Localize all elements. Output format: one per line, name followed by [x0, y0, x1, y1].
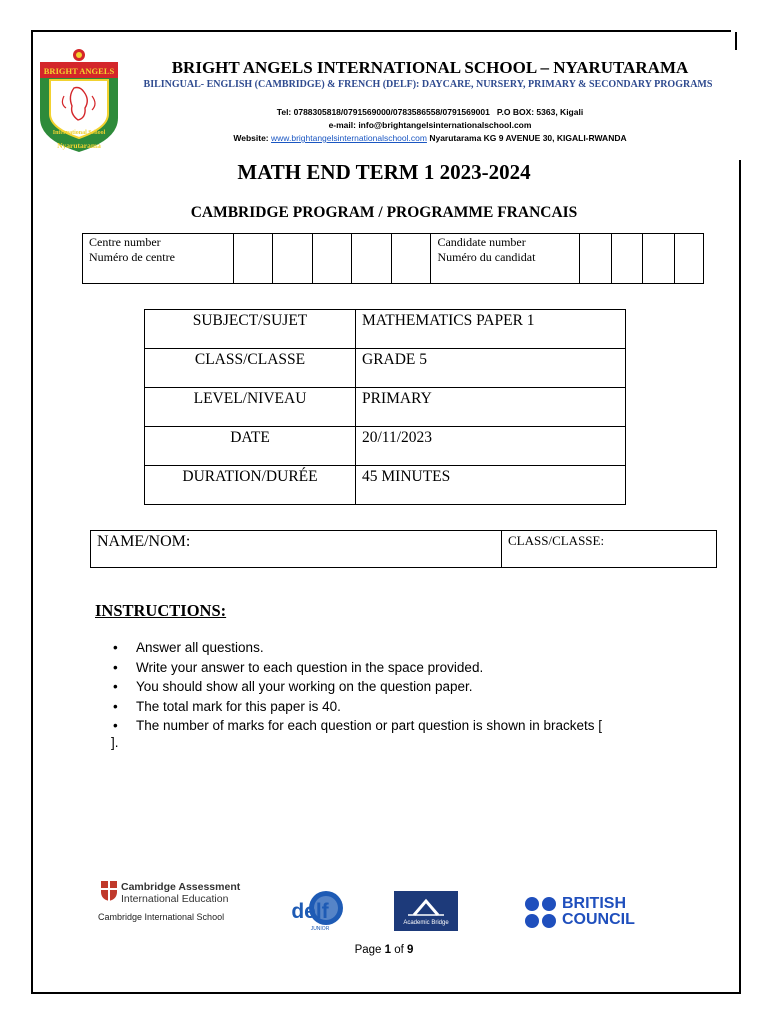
instruction-item — [111, 697, 671, 717]
centre-number-box[interactable] — [312, 234, 352, 284]
page-prefix: Page — [354, 944, 382, 956]
address-line: Nyarutarama KG 9 AVENUE 30, KIGALI-RWANDA — [429, 133, 627, 143]
school-subtitle: BILINGUAL- ENGLISH (CAMBRIDGE) & FRENCH (DELF): DAYCARE, NURSERY, PRIMARY & SECONDARY PROGRAMS — [143, 79, 713, 90]
candidate-number-box[interactable] — [580, 234, 611, 284]
website-label: Website: — [233, 133, 269, 143]
class-field[interactable] — [502, 531, 717, 568]
details-row — [145, 349, 626, 388]
bullet-icon: • — [113, 659, 118, 675]
details-row — [145, 310, 626, 349]
page-total: 9 — [407, 944, 414, 956]
name-field[interactable] — [91, 531, 502, 568]
instruction-item — [111, 716, 671, 736]
logo-bottom-text-2: Nyarutarama — [57, 141, 101, 150]
centre-number-box[interactable] — [233, 234, 273, 284]
logo-bottom-text-1: International School — [52, 130, 106, 136]
bullet-icon: • — [113, 679, 118, 694]
details-key: DATE — [145, 427, 356, 466]
instruction-text: You should show all your working on the question paper. — [136, 679, 473, 694]
page-border-notch — [735, 32, 737, 50]
email-line: e-mail: info@brightangelsinternationalschool.com — [328, 120, 532, 130]
page-of: of — [394, 944, 404, 956]
contact-block — [150, 106, 710, 145]
centre-number-label — [83, 234, 234, 284]
program-title: CAMBRIDGE PROGRAM / PROGRAMME FRANCAIS — [190, 204, 578, 221]
details-value: PRIMARY — [356, 388, 626, 427]
candidate-number-box[interactable] — [643, 234, 674, 284]
details-value: 45 MINUTES — [356, 466, 626, 505]
centre-label-fr: Numéro de centre — [89, 250, 175, 264]
cambridge-logo — [98, 880, 248, 926]
bc-line2: COUNCIL — [562, 911, 635, 928]
candidate-label-fr: Numéro du candidat — [437, 250, 536, 264]
details-row — [145, 427, 626, 466]
po-box: P.O BOX: 5363, Kigali — [496, 107, 584, 117]
instruction-item — [111, 677, 671, 697]
details-row — [145, 388, 626, 427]
logo-top-text: BRIGHT ANGELS — [43, 66, 115, 76]
candidate-number-box[interactable] — [611, 234, 642, 284]
cambridge-shield-icon — [100, 880, 118, 902]
details-value: MATHEMATICS PAPER 1 — [356, 310, 626, 349]
centre-number-box[interactable] — [391, 234, 431, 284]
cambridge-line3: Cambridge International School — [98, 912, 225, 922]
details-row — [145, 466, 626, 505]
delf-text: delf — [291, 900, 329, 923]
tel-line: Tel: 0788305818/0791569000/0783586558/0791569001 — [276, 107, 490, 117]
candidate-number-label — [431, 234, 580, 284]
instruction-continuation: ]. — [111, 735, 119, 750]
name-label: NAME/NOM: — [97, 533, 191, 550]
candidate-label-en: Candidate number — [437, 235, 526, 249]
cambridge-line1: Cambridge Assessment — [121, 881, 241, 893]
school-name: BRIGHT ANGELS INTERNATIONAL SCHOOL – NYARUTARAMA — [171, 58, 689, 77]
instruction-item — [111, 638, 671, 658]
centre-candidate-table — [82, 233, 704, 284]
bullet-icon: • — [113, 640, 118, 655]
centre-label-en: Centre number — [89, 235, 161, 249]
delf-sub: JUNIOR — [310, 926, 330, 932]
british-council-logo — [524, 896, 644, 932]
exam-details-table — [144, 309, 626, 505]
details-key: SUBJECT/SUJET — [145, 310, 356, 349]
ab-text: Academic Bridge — [403, 920, 449, 926]
centre-number-box[interactable] — [352, 234, 392, 284]
exam-title: MATH END TERM 1 2023-2024 — [237, 160, 531, 184]
instruction-text: The number of marks for each question or part question is shown in brackets [ — [136, 718, 602, 733]
candidate-number-box[interactable] — [674, 234, 703, 284]
instruction-text: Write your answer to each question in the space provided. — [136, 659, 484, 675]
name-class-table — [90, 530, 717, 568]
bullet-icon: • — [113, 698, 118, 714]
instruction-text: The total mark for this paper is 40. — [136, 698, 341, 714]
details-key: LEVEL/NIVEAU — [145, 388, 356, 427]
instruction-item — [111, 658, 671, 678]
bc-line1: BRITISH — [562, 895, 626, 912]
class-label: CLASS/CLASSE: — [508, 533, 605, 548]
details-key: CLASS/CLASSE — [145, 349, 356, 388]
page-current: 1 — [384, 944, 392, 956]
academic-bridge-logo — [394, 891, 458, 931]
british-council-dots-icon — [524, 896, 560, 930]
instructions-list — [111, 638, 671, 736]
bullet-icon: • — [113, 718, 118, 733]
british-council-text — [562, 896, 635, 928]
details-value: GRADE 5 — [356, 349, 626, 388]
centre-number-box[interactable] — [273, 234, 313, 284]
website-link[interactable]: www.brightangelsinternationalschool.com — [271, 133, 427, 143]
details-value: 20/11/2023 — [356, 427, 626, 466]
cambridge-line2: International Education — [121, 893, 229, 905]
delf-logo — [280, 884, 348, 934]
instructions-heading: INSTRUCTIONS: — [95, 601, 227, 620]
instruction-text: Answer all questions. — [136, 640, 264, 655]
details-key: DURATION/DURÉE — [145, 466, 356, 505]
school-logo — [38, 48, 120, 152]
page-number — [0, 944, 768, 956]
